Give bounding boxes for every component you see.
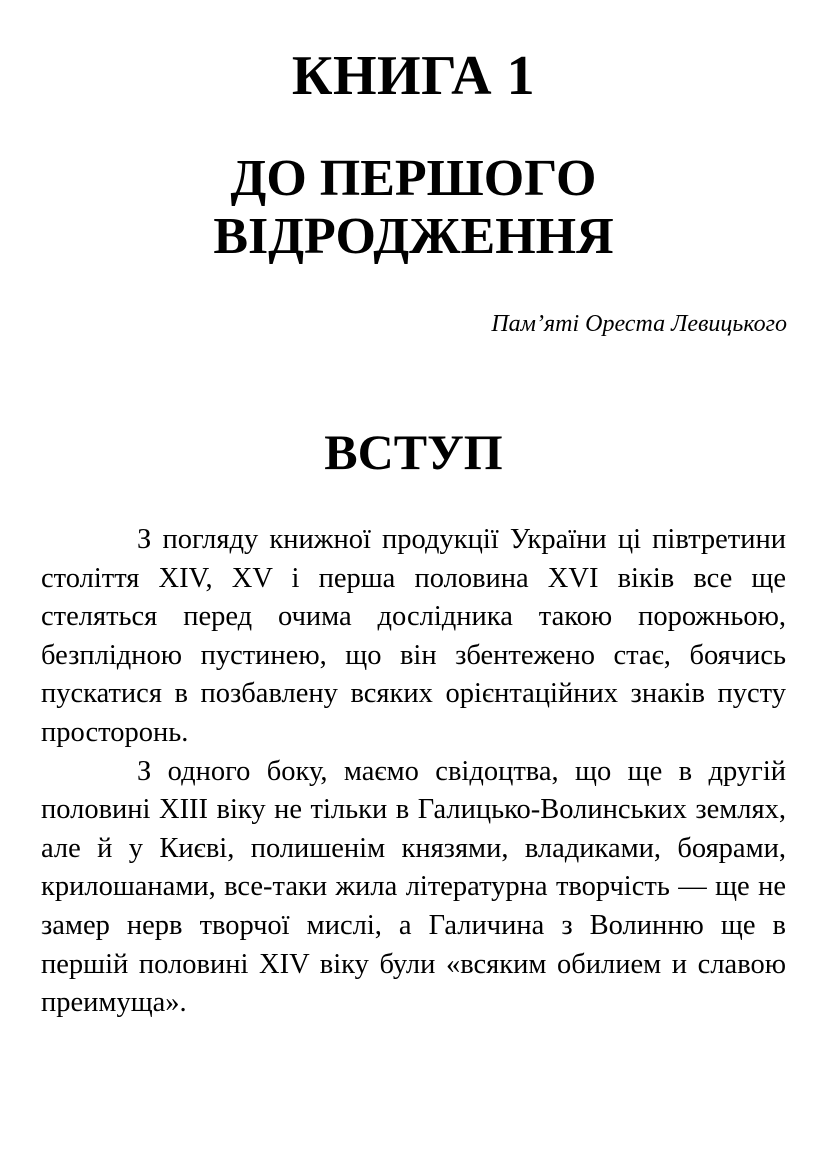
dedication: Пам’яті Ореста Левицького [491,311,787,337]
book-title: КНИГА 1 [291,45,536,107]
section-title: ВСТУП [324,424,503,480]
body-text [41,521,786,1023]
book-subtitle [0,150,827,266]
paragraph-2: З одного боку, маємо свідоцтва, що ще в другій половині XIII віку не тільки в Галицько-Волинських землях, але й у Києві, полишенім князями, владиками, боярами, крилошанами, все-таки жила літературна творчість — ще не замер нерв творчої мислі, а Галичина з Волинню ще в першій половині XIV віку були «всяким обилием и славою преимуща». [41,755,786,1019]
paragraph-1: З погляду книжної продукції України ці півтретини століття XIV, XV і перша половина XVI віків все ще стеляться перед очима дослідника такою порожньою, безплідною пустинею, що він збентежено стає, боячись пускатися в позбавлену всяких орієнтаційних знаків пусту просторонь. [41,524,786,748]
book-subtitle-line-2: ВІДРОДЖЕННЯ [213,208,614,265]
book-subtitle-line-1: ДО ПЕРШОГО [230,150,597,207]
